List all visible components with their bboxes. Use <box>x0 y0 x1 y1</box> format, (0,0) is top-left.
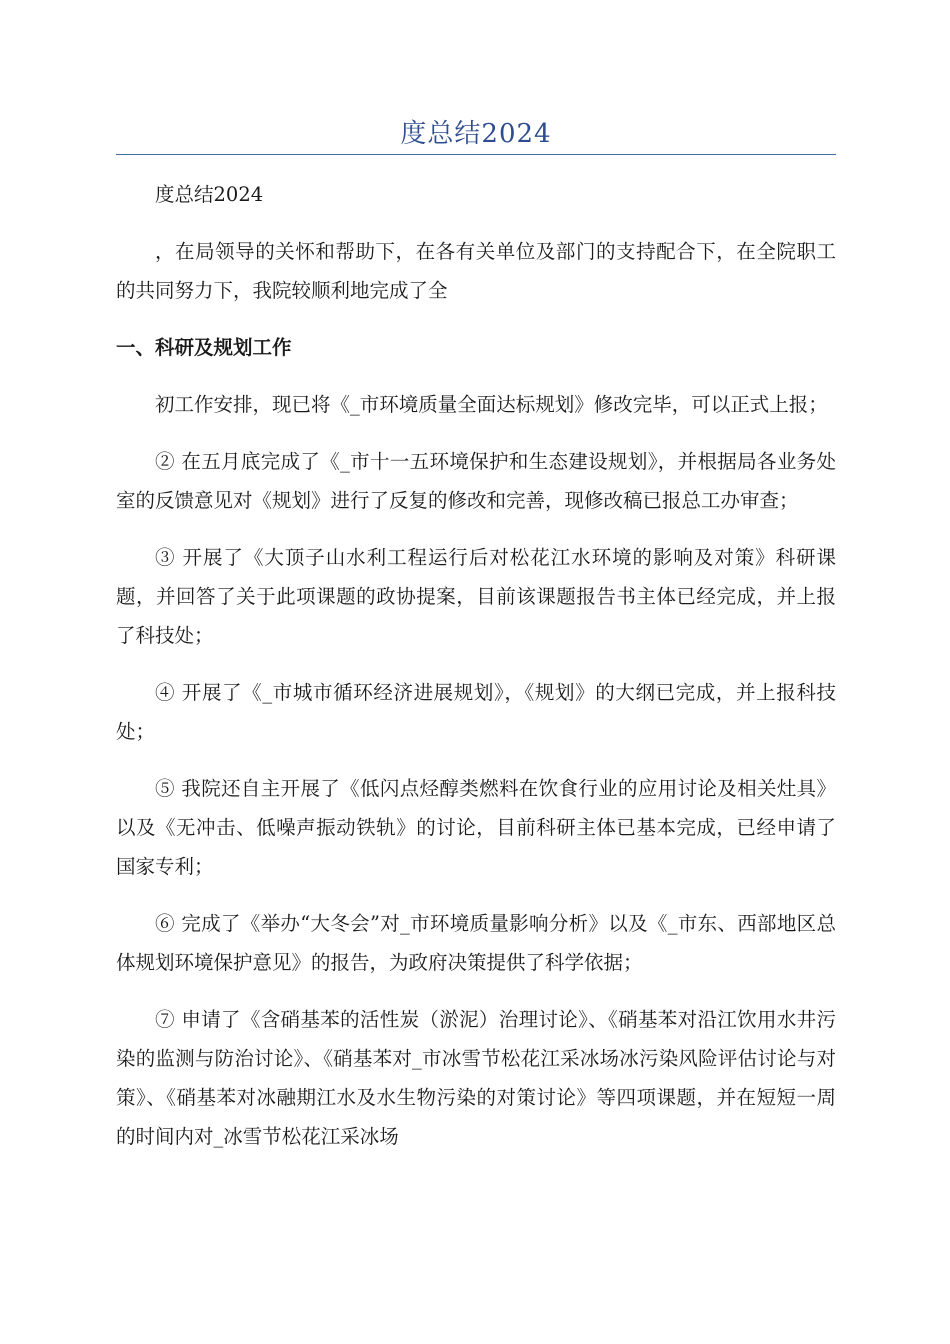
intro-paragraph: ，在局领导的关怀和帮助下，在各有关单位及部门的支持配合下，在全院职工的共同努力下，我院较顺利地完成了全 <box>116 240 836 302</box>
paragraph-item-5: ⑤ 我院还自主开展了《低闪点烃醇类燃料在饮食行业的应用讨论及相关灶具》以及《无冲击、低噪声振动铁轨》的讨论，目前科研主体已基本完成，已经申请了国家专利； <box>116 777 836 878</box>
paragraph-item-4: ④ 开展了《_市城市循环经济进展规划》，《规划》的大纲已完成，并上报科技处； <box>116 681 836 743</box>
subtitle-line: 度总结2024 <box>155 183 264 206</box>
paragraph-item-3: ③ 开展了《大顶子山水利工程运行后对松花江水环境的影响及对策》科研课题，并回答了关于此项课题的政协提案，目前该课题报告书主体已经完成，并上报了科技处； <box>116 546 836 647</box>
title-divider <box>116 154 836 155</box>
document-title: 度总结2024 <box>400 119 552 149</box>
paragraph-item-7: ⑦ 申请了《含硝基苯的活性炭（淤泥）治理讨论》、《硝基苯对沿江饮用水井污染的监测与防治讨论》、《硝基苯对_市冰雪节松花江采冰场冰污染风险评估讨论与对策》、《硝基苯对冰融期江水及水生物污染的对策讨论》等四项课题，并在短短一周的时间内对_冰雪节松花江采冰场 <box>116 1008 836 1148</box>
document-page <box>116 0 836 1156</box>
paragraph-item-6: ⑥ 完成了《举办“大冬会”对_市环境质量影响分析》以及《_市东、西部地区总体规划环境保护意见》的报告，为政府决策提供了科学依据； <box>116 912 836 974</box>
paragraph-item-2: ② 在五月底完成了《_市十一五环境保护和生态建设规划》，并根据局各业务处室的反馈意见对《规划》进行了反复的修改和完善，现修改稿已报总工办审查； <box>116 450 836 512</box>
paragraph-item-1: 初工作安排，现已将《_市环境质量全面达标规划》修改完毕，可以正式上报； <box>155 393 828 416</box>
section-heading: 一、科研及规划工作 <box>116 336 292 359</box>
